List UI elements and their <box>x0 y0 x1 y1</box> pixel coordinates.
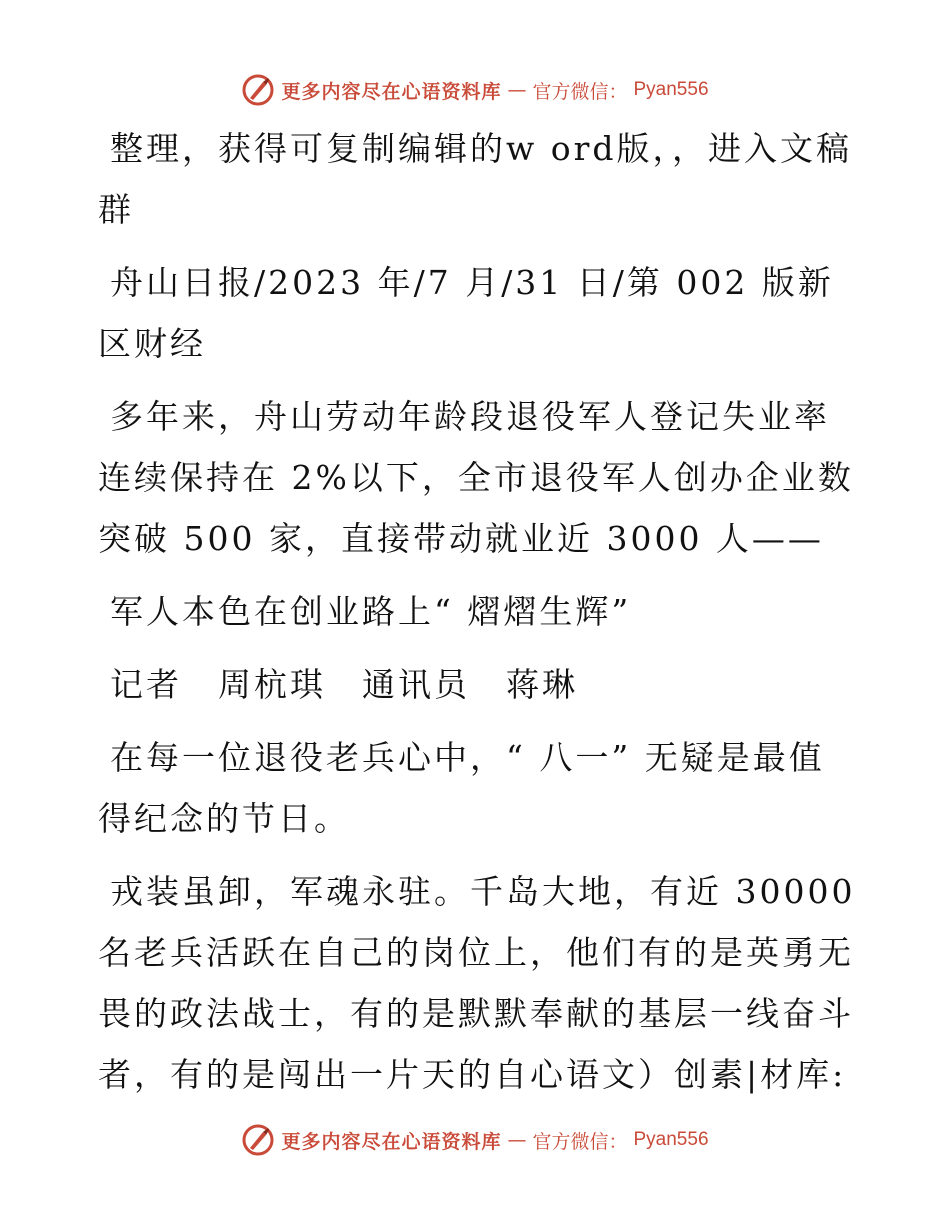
banner-wechat-id: Pyan556 <box>633 1129 709 1150</box>
banner-wechat-id: Pyan556 <box>633 79 709 100</box>
banner-main-text: 更多内容尽在心语资料库 <box>281 1130 502 1153</box>
paragraph-body-2: 戎装虽卸，军魂永驻。千岛大地，有近 30000 名老兵活跃在自己的岗位上，他们有的是英勇无畏的政法战士，有的是默默奉献的基层一线奋斗者，有的是闯出一片天的自心语文）创素|材库: <box>98 872 856 1094</box>
banner-wechat-label: 官方微信： <box>532 1130 628 1153</box>
footer-watermark-banner <box>0 1120 950 1160</box>
document-body <box>98 118 858 1105</box>
paragraph-headline: 军人本色在创业路上“ 熠熠生辉” <box>110 592 632 631</box>
paragraph-body-1: 在每一位退役老兵心中，“ 八一” 无疑是最值得纪念的节日。 <box>98 738 825 838</box>
banner-wechat-label: 官方微信： <box>532 80 628 103</box>
quill-logo-icon <box>241 73 275 107</box>
header-watermark-banner <box>0 70 950 110</box>
paragraph-byline: 记者 周杭琪 通讯员 蒋琳 <box>110 665 578 704</box>
quill-logo-icon <box>241 1123 275 1157</box>
banner-dash: — <box>507 79 527 101</box>
banner-dash: — <box>507 1129 527 1151</box>
paragraph-intro: 整理，获得可复制编辑的w ord版，，进入文稿群 <box>98 129 853 229</box>
paragraph-subheadline: 多年来，舟山劳动年龄段退役军人登记失业率连续保持在 2%以下，全市退役军人创办企业数突破 500 家，直接带动就业近 3000 人—— <box>98 397 854 558</box>
banner-main-text: 更多内容尽在心语资料库 <box>281 80 502 103</box>
paragraph-source: 舟山日报/2023 年/7 月/31 日/第 002 版新区财经 <box>98 263 834 363</box>
